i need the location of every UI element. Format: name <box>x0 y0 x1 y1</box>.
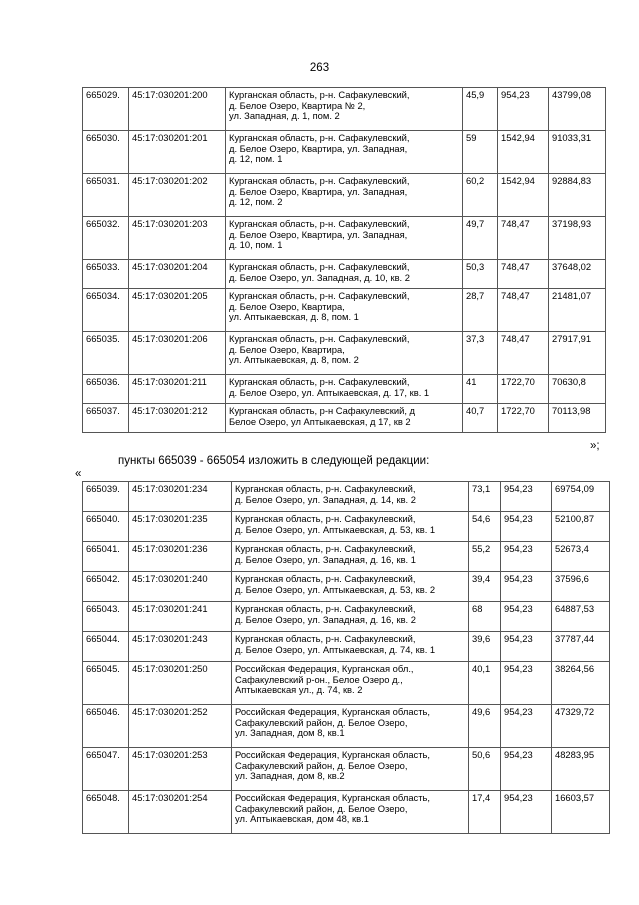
cell-cadastral-number: 45:17:030201:240 <box>129 572 232 602</box>
cell-number: 665032. <box>83 217 129 260</box>
cell-value: 69754,09 <box>552 482 610 512</box>
address-line: Сафакулевский район, д. Белое Озеро, <box>235 716 408 728</box>
cell-cadastral-number: 45:17:030201:206 <box>129 332 226 375</box>
cell-cadastral-number: 45:17:030201:254 <box>129 791 232 834</box>
cell-value: 37198,93 <box>549 217 606 260</box>
cell-area: 68 <box>469 602 501 632</box>
cell-area: 54,6 <box>469 512 501 542</box>
table-row <box>83 791 610 834</box>
cell-value: 52673,4 <box>552 542 610 572</box>
cell-area: 50,3 <box>463 260 498 289</box>
cell-rate: 954,23 <box>501 632 552 662</box>
cell-address <box>226 404 463 433</box>
address-line: д. Белое Озеро, ул. Западная, д. 14, кв. 2 <box>235 493 416 505</box>
address-line: ул. Западная, дом 8, кв.1 <box>235 727 345 739</box>
address-line: Российская Федерация, Курганская область, <box>235 706 431 717</box>
cell-address <box>232 482 469 512</box>
cell-cadastral-number: 45:17:030201:203 <box>129 217 226 260</box>
table-row <box>83 260 606 289</box>
address-line: Российская Федерация, Курганская область, <box>235 792 431 803</box>
address-line: Сафакулевский район, д. Белое Озеро, <box>235 802 408 814</box>
cell-area: 39,6 <box>469 632 501 662</box>
address-line: Курганская область, р-н Сафакулевский, д <box>229 405 415 416</box>
address-line: д. Белое Озеро, Квартира, <box>229 300 345 312</box>
table-row <box>83 289 606 332</box>
address-line: Курганская область, р-н. Сафакулевский, <box>235 633 416 644</box>
address-line: Сафакулевский район, д. Белое Озеро, <box>235 759 408 771</box>
cell-value: 70630,8 <box>549 375 606 404</box>
table-row <box>83 375 606 404</box>
table-row <box>83 131 606 174</box>
cell-cadastral-number: 45:17:030201:204 <box>129 260 226 289</box>
amendment-instruction: пункты 665039 - 665054 изложить в следующей редакции: <box>118 455 430 467</box>
cell-cadastral-number: 45:17:030201:241 <box>129 602 232 632</box>
cell-address <box>232 748 469 791</box>
cell-rate: 954,23 <box>501 791 552 834</box>
cell-area: 73,1 <box>469 482 501 512</box>
cell-number: 665040. <box>83 512 129 542</box>
address-line: Курганская область, р-н. Сафакулевский, <box>235 513 416 524</box>
address-line: д. Белое Озеро, ул. Западная, д. 16, кв. 1 <box>235 553 416 565</box>
address-line: д. 12, пом. 2 <box>229 196 283 208</box>
address-line: Курганская область, р-н. Сафакулевский, <box>235 483 416 494</box>
cell-rate: 748,47 <box>498 332 549 375</box>
table-row <box>83 512 610 542</box>
address-line: д. Белое Озеро, ул. Западная, д. 10, кв. 2 <box>229 271 410 283</box>
cell-value: 37787,44 <box>552 632 610 662</box>
address-line: Курганская область, р-н. Сафакулевский, <box>235 573 416 584</box>
cell-cadastral-number: 45:17:030201:250 <box>129 662 232 705</box>
cell-area: 39,4 <box>469 572 501 602</box>
address-line: ул. Западная, дом 8, кв.2 <box>235 770 345 782</box>
cell-rate: 1722,70 <box>498 375 549 404</box>
cell-area: 49,7 <box>463 217 498 260</box>
cell-number: 665030. <box>83 131 129 174</box>
cell-cadastral-number: 45:17:030201:234 <box>129 482 232 512</box>
address-line: Курганская область, р-н. Сафакулевский, <box>229 132 410 143</box>
cell-number: 665044. <box>83 632 129 662</box>
cell-area: 28,7 <box>463 289 498 332</box>
cell-rate: 954,23 <box>498 88 549 131</box>
cell-address <box>226 332 463 375</box>
address-line: д. Белое Озеро, ул. Аптыкаевская, д. 74, кв. 1 <box>235 643 436 655</box>
address-line: д. Белое Озеро, Квартира, ул. Западная, <box>229 185 408 197</box>
cell-rate: 954,23 <box>501 572 552 602</box>
cell-value: 64887,53 <box>552 602 610 632</box>
address-line: д. 12, пом. 1 <box>229 153 283 165</box>
cell-value: 21481,07 <box>549 289 606 332</box>
cell-area: 50,6 <box>469 748 501 791</box>
address-line: Курганская область, р-н. Сафакулевский, <box>229 218 410 229</box>
address-line: Российская Федерация, Курганская обл., <box>235 663 414 674</box>
closing-quote: »; <box>590 440 600 452</box>
cell-address <box>226 217 463 260</box>
cell-value: 38264,56 <box>552 662 610 705</box>
cell-number: 665033. <box>83 260 129 289</box>
address-line: Курганская область, р-н. Сафакулевский, <box>229 290 410 301</box>
cell-cadastral-number: 45:17:030201:252 <box>129 705 232 748</box>
cell-value: 92884,83 <box>549 174 606 217</box>
cell-address <box>232 512 469 542</box>
cell-value: 48283,95 <box>552 748 610 791</box>
cell-cadastral-number: 45:17:030201:235 <box>129 512 232 542</box>
cell-rate: 1722,70 <box>498 404 549 433</box>
address-line: д. Белое Озеро, ул. Аптыкаевская, д. 53, кв. 2 <box>235 583 436 595</box>
cell-value: 43799,08 <box>549 88 606 131</box>
table-row <box>83 542 610 572</box>
cell-number: 665043. <box>83 602 129 632</box>
cell-value: 47329,72 <box>552 705 610 748</box>
cell-area: 40,7 <box>463 404 498 433</box>
cell-address <box>232 542 469 572</box>
cell-rate: 1542,94 <box>498 131 549 174</box>
cell-number: 665031. <box>83 174 129 217</box>
cell-cadastral-number: 45:17:030201:253 <box>129 748 232 791</box>
address-line: ул. Аптыкаевская, д. 8, пом. 2 <box>229 354 359 366</box>
cell-address <box>226 260 463 289</box>
address-line: д. Белое Озеро, ул. Западная, д. 16, кв. 2 <box>235 613 416 625</box>
address-line: Белое Озеро, ул Аптыкаевская, д 17, кв 2 <box>229 415 411 427</box>
table-row <box>83 217 606 260</box>
cell-address <box>226 375 463 404</box>
cell-area: 37,3 <box>463 332 498 375</box>
cell-value: 37648,02 <box>549 260 606 289</box>
address-line: Курганская область, р-н. Сафакулевский, <box>235 543 416 554</box>
cell-rate: 954,23 <box>501 705 552 748</box>
cell-number: 665037. <box>83 404 129 433</box>
cell-address <box>232 662 469 705</box>
cell-rate: 954,23 <box>501 512 552 542</box>
address-line: Курганская область, р-н. Сафакулевский, <box>229 261 410 272</box>
cell-area: 17,4 <box>469 791 501 834</box>
cell-value: 52100,87 <box>552 512 610 542</box>
address-line: д. Белое Озеро, ул. Аптыкаевская, д. 53, кв. 1 <box>235 523 436 535</box>
cell-number: 665029. <box>83 88 129 131</box>
cell-cadastral-number: 45:17:030201:236 <box>129 542 232 572</box>
table-row <box>83 705 610 748</box>
address-line: Курганская область, р-н. Сафакулевский, <box>229 89 410 100</box>
address-line: ул. Аптыкаевская, д. 8, пом. 1 <box>229 311 359 323</box>
address-line: д. Белое Озеро, Квартира, ул. Западная, <box>229 228 408 240</box>
cell-rate: 748,47 <box>498 289 549 332</box>
cell-area: 40,1 <box>469 662 501 705</box>
registry-table-amended <box>82 481 610 834</box>
cell-rate: 954,23 <box>501 602 552 632</box>
address-line: ул. Аптыкаевская, дом 48, кв.1 <box>235 813 369 825</box>
cell-address <box>232 705 469 748</box>
cell-cadastral-number: 45:17:030201:202 <box>129 174 226 217</box>
cell-number: 665048. <box>83 791 129 834</box>
cell-rate: 954,23 <box>501 662 552 705</box>
cell-number: 665041. <box>83 542 129 572</box>
cell-number: 665047. <box>83 748 129 791</box>
table-row <box>83 174 606 217</box>
table-row <box>83 332 606 375</box>
cell-address <box>226 131 463 174</box>
table-row <box>83 632 610 662</box>
address-line: д. Белое Озеро, ул. Аптыкаевская, д. 17, кв. 1 <box>229 386 430 398</box>
cell-value: 27917,91 <box>549 332 606 375</box>
table-row <box>83 404 606 433</box>
address-line: Курганская область, р-н. Сафакулевский, <box>229 175 410 186</box>
cell-value: 91033,31 <box>549 131 606 174</box>
address-line: д. 10, пом. 1 <box>229 239 283 251</box>
cell-area: 60,2 <box>463 174 498 217</box>
page-number: 263 <box>309 62 330 74</box>
cell-cadastral-number: 45:17:030201:205 <box>129 289 226 332</box>
cell-number: 665034. <box>83 289 129 332</box>
cell-address <box>226 289 463 332</box>
address-line: Курганская область, р-н. Сафакулевский, <box>235 603 416 614</box>
cell-rate: 748,47 <box>498 217 549 260</box>
cell-value: 16603,57 <box>552 791 610 834</box>
address-line: д. Белое Озеро, Квартира № 2, <box>229 99 366 111</box>
cell-area: 41 <box>463 375 498 404</box>
cell-number: 665035. <box>83 332 129 375</box>
cell-rate: 954,23 <box>501 748 552 791</box>
cell-rate: 954,23 <box>501 542 552 572</box>
cell-address <box>232 632 469 662</box>
cell-address <box>226 174 463 217</box>
cell-cadastral-number: 45:17:030201:200 <box>129 88 226 131</box>
cell-rate: 1542,94 <box>498 174 549 217</box>
cell-cadastral-number: 45:17:030201:243 <box>129 632 232 662</box>
address-line: Сафакулевский р-он., Белое Озеро д., <box>235 673 403 685</box>
table-row <box>83 482 610 512</box>
address-line: Аптыкаевская ул., д. 74, кв. 2 <box>235 684 363 696</box>
address-line: д. Белое Озеро, Квартира, <box>229 343 345 355</box>
cell-cadastral-number: 45:17:030201:211 <box>129 375 226 404</box>
table-row <box>83 748 610 791</box>
address-line: Российская Федерация, Курганская область, <box>235 749 431 760</box>
cell-number: 665045. <box>83 662 129 705</box>
cell-rate: 954,23 <box>501 482 552 512</box>
cell-address <box>232 791 469 834</box>
address-line: Курганская область, р-н. Сафакулевский, <box>229 376 410 387</box>
cell-number: 665036. <box>83 375 129 404</box>
cell-rate: 748,47 <box>498 260 549 289</box>
cell-area: 55,2 <box>469 542 501 572</box>
cell-address <box>232 572 469 602</box>
cell-number: 665046. <box>83 705 129 748</box>
cell-area: 59 <box>463 131 498 174</box>
cell-address <box>226 88 463 131</box>
table-row <box>83 662 610 705</box>
table-row <box>83 572 610 602</box>
address-line: д. Белое Озеро, Квартира, ул. Западная, <box>229 142 408 154</box>
cell-address <box>232 602 469 632</box>
cell-area: 45,9 <box>463 88 498 131</box>
cell-value: 37596,6 <box>552 572 610 602</box>
table-row <box>83 602 610 632</box>
cell-number: 665042. <box>83 572 129 602</box>
cell-number: 665039. <box>83 482 129 512</box>
address-line: Курганская область, р-н. Сафакулевский, <box>229 333 410 344</box>
table-row <box>83 88 606 131</box>
registry-table-previous <box>82 87 606 433</box>
address-line: ул. Западная, д. 1, пом. 2 <box>229 110 340 122</box>
cell-cadastral-number: 45:17:030201:201 <box>129 131 226 174</box>
cell-area: 49,6 <box>469 705 501 748</box>
opening-quote: « <box>75 468 82 480</box>
cell-cadastral-number: 45:17:030201:212 <box>129 404 226 433</box>
cell-value: 70113,98 <box>549 404 606 433</box>
